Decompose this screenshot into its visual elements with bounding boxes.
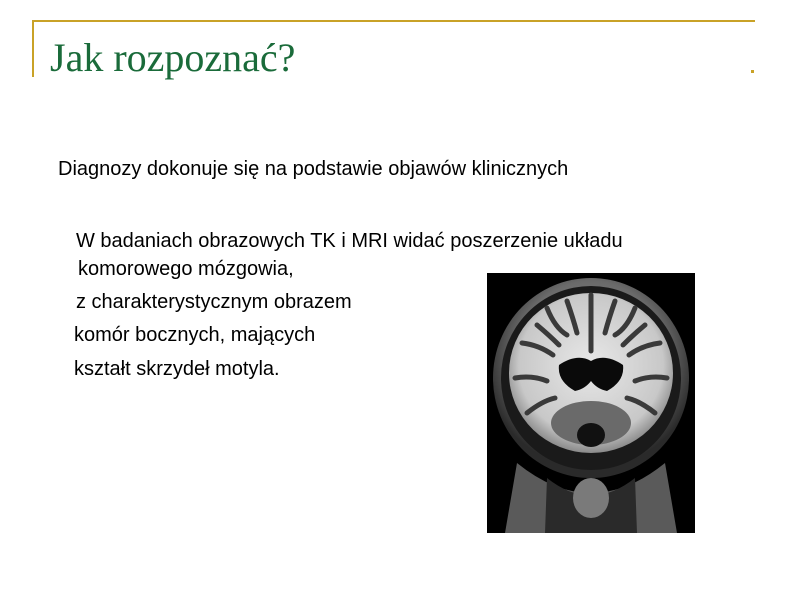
text-butterfly-shape: kształt skrzydeł motyla. xyxy=(74,358,280,380)
brain-mri-drawing xyxy=(487,273,695,533)
paragraph-diagnosis: Diagnozy dokonuje się na podstawie objawów klinicznych xyxy=(58,158,569,180)
paragraph-imaging-line-1: W badaniach obrazowych TK i MRI widać poszerzenie układu xyxy=(76,230,623,252)
slide-title: Jak rozpoznać? xyxy=(50,35,296,80)
text-lateral-ventricles: komór bocznych, mających xyxy=(74,324,316,346)
left-accent-line xyxy=(32,20,34,77)
top-divider-line xyxy=(32,20,755,22)
text-characteristic-image: z charakterystycznym obrazem xyxy=(76,291,352,313)
paragraph-imaging-line-2: komorowego mózgowia, xyxy=(78,258,294,280)
brain-mri-image xyxy=(487,273,695,533)
accent-dot xyxy=(751,70,754,73)
